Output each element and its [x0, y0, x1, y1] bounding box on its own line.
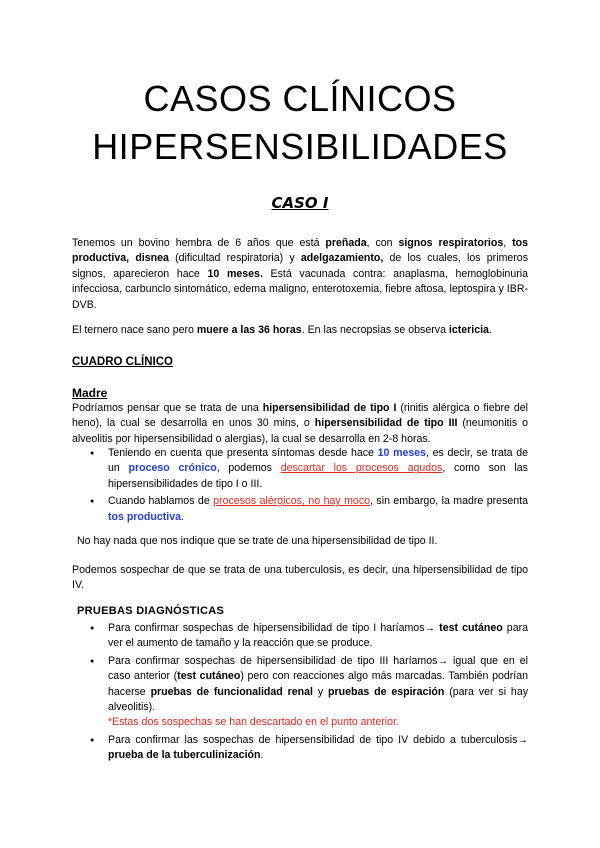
madre-heading: Madre — [72, 386, 108, 400]
bullet-text: para ver el aumento de tamaño y la reacción que se produce. — [108, 622, 529, 650]
madre-bold-tipo-i: hipersensibilidad de tipo I — [262, 402, 397, 414]
bold-espiracion: pruebas de espiración — [328, 685, 445, 698]
highlight-blue-tos-productiva: tos productiva — [108, 510, 181, 523]
cuadro-clinico-heading: CUADRO CLÍNICO — [72, 356, 173, 368]
highlight-red-descartar: descartar los procesos agudos — [280, 462, 443, 475]
bullet-text: . — [181, 510, 184, 523]
intro-text-3: , — [503, 237, 513, 249]
list-item — [90, 494, 528, 525]
bullet-text: , sin embargo, la madre presenta — [370, 495, 528, 508]
madre-text-1: Podríamos pensar que se trata de una — [72, 402, 263, 414]
bullet-text: ) pero con reacciones algo más marcadas. También podrían hacerse — [108, 670, 528, 698]
tuberculosis-paragraph: Podemos sospechar de que se trata de una tuberculosis, es decir, una hipersensibilidad de tipo IV. — [72, 564, 528, 592]
bold-test-cutaneo: test cutáneo — [439, 622, 503, 634]
intro-bold-signos: signos respiratorios — [398, 237, 504, 249]
highlight-blue-10-meses: 10 meses — [377, 447, 427, 459]
bullet-text: Para confirmar sospechas de hipersensibilidad de tipo I haríamos→ — [108, 622, 440, 634]
bold-tuberculinizacion: prueba de la tuberculinización — [108, 749, 261, 762]
madre-text-2: (rinitis alérgica o fiebre del heno), la cual se desarrolla en unos 30 mins, o — [72, 402, 528, 430]
bullet-text: , como son las hipersensibilidades de tipo I o III. — [108, 462, 528, 490]
bullet-text: Teniendo en cuenta que presenta síntomas desde hace — [108, 447, 378, 459]
intro-bold-disnea: disnea — [135, 252, 169, 265]
intro-text-5: (dificultad respiratoria) y — [168, 252, 301, 265]
tipo-ii-paragraph: No hay nada que nos indique que se trate de una hipersensibilidad de tipo II. — [77, 535, 438, 547]
bullet-text: y — [312, 685, 329, 698]
ternero-bold-muere: muere a las 36 horas — [196, 324, 302, 336]
ternero-bold-ictericia: ictericia — [448, 324, 489, 336]
list-item — [90, 654, 528, 731]
intro-text-6: de los cuales, los primeros signos, aparecieron hace — [72, 252, 528, 280]
bullet-text: , podemos — [216, 462, 281, 475]
red-note: *Estas dos sospechas se han descartado en el punto anterior. — [108, 716, 399, 729]
intro-bold-tos: tos productiva, — [72, 237, 528, 265]
bullet-text: Para confirmar sospechas de hipersensibilidad de tipo III haríamos→ igual que en el caso anterior ( — [108, 654, 528, 683]
intro-paragraph — [72, 236, 528, 313]
bullet-text: , es decir, se trata de un — [108, 447, 529, 475]
ternero-text-3: . — [488, 324, 492, 336]
madre-paragraph — [72, 401, 528, 447]
intro-text-1: Tenemos un bovino hembra de 6 años que está — [72, 237, 326, 249]
bullet-text: (para ver si hay alveolitis). — [108, 685, 529, 714]
list-item — [90, 621, 528, 652]
list-item — [90, 733, 528, 764]
caso-heading: CASO I — [271, 194, 329, 212]
ternero-text-2: . En las necropsias se observa — [301, 324, 449, 336]
pruebas-bullet-list — [90, 621, 528, 766]
bullet-text: Cuando hablamos de — [108, 495, 214, 508]
highlight-red-procesos-alergicos: procesos alérgicos, no hay moco — [213, 495, 371, 508]
intro-bold-prenada: preñada — [325, 237, 367, 249]
page-title-line-2: HIPERSENSIBILIDADES — [92, 126, 508, 167]
bold-test-cutaneo-2: test cutáneo — [177, 670, 241, 683]
intro-text-2: , con — [366, 237, 399, 249]
intro-bold-adelgazamiento: adelgazamiento, — [300, 252, 384, 265]
bullet-text: Para confirmar las sospechas de hipersensibilidad de tipo IV debido a tuberculosis→ — [108, 733, 528, 746]
intro-bold-meses: 10 meses. — [207, 267, 263, 280]
madre-bullet-list — [90, 446, 528, 527]
ternero-paragraph — [72, 323, 528, 338]
page-title-line-1: CASOS CLÍNICOS — [143, 78, 457, 119]
madre-bold-tipo-iii: hipersensibilidad de tipo III — [314, 417, 458, 430]
madre-text-3: (neumonitis o alveolitis por hipersensibilidad o alergias), la cual se desarrolla en 2-8 horas. — [72, 417, 528, 445]
pruebas-diagnosticas-heading: PRUEBAS DIAGNÓSTICAS — [77, 605, 225, 617]
list-item — [90, 446, 528, 492]
intro-text-7: Está vacunada contra: anaplasma, hemoglobinuria infecciosa, carbunclo sintomático, edema maligno, enterotoxemia, fiebre aftosa, leptospira y IBR-DVB. — [72, 267, 528, 311]
highlight-blue-proceso-cronico: proceso crónico — [128, 462, 217, 475]
bold-funcionalidad-renal: pruebas de funcionalidad renal — [150, 685, 313, 698]
bullet-text: . — [260, 749, 264, 762]
ternero-text-1: El ternero nace sano pero — [72, 324, 197, 336]
